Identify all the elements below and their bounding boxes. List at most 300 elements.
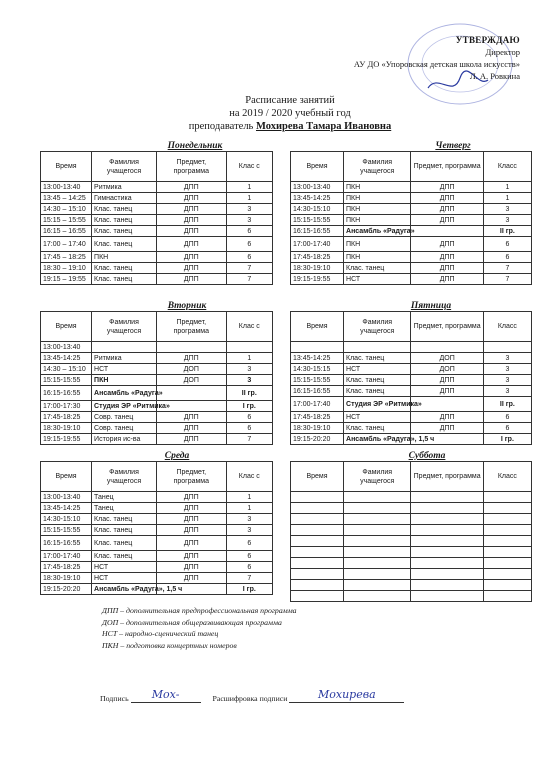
cell-time: 14:30-15:15 [291, 364, 344, 375]
col-class-header: Класс [483, 152, 531, 182]
cell-subject: ДПП [156, 353, 226, 364]
table-row [41, 237, 273, 252]
cell-class: 6 [226, 237, 272, 252]
cell-time: 13:00-13:40 [41, 492, 92, 503]
cell-surname: Студия ЭР «Ритмика» [344, 397, 411, 412]
schedule-table-monday [40, 151, 273, 285]
table-row [41, 525, 273, 536]
cell-subject [411, 226, 483, 237]
table-row [291, 375, 532, 386]
cell-time: 17:00-17:40 [41, 551, 92, 562]
cell-time: 19:15-19:55 [291, 274, 344, 285]
cell-surname: ПКН [344, 237, 411, 252]
cell-class: I гр. [226, 401, 272, 412]
cell-time: 14:30 – 15:10 [41, 364, 92, 375]
cell-class: 1 [226, 353, 272, 364]
cell-class [483, 503, 531, 514]
cell-time [291, 342, 344, 353]
cell-subject [411, 591, 483, 602]
cell-subject: ДПП [411, 182, 483, 193]
cell-subject: ДПП [156, 514, 226, 525]
cell-subject: ДПП [156, 412, 226, 423]
cell-time: 17:45-18:25 [41, 412, 92, 423]
cell-subject: ДПП [156, 423, 226, 434]
cell-surname [344, 536, 411, 547]
cell-class: 3 [483, 215, 531, 226]
cell-surname: История ис-ва [92, 434, 157, 445]
table-row [291, 274, 532, 285]
cell-subject: ДПП [411, 375, 483, 386]
cell-time: 19:15-19:55 [41, 434, 92, 445]
table-row [41, 226, 273, 237]
cell-class [483, 536, 531, 547]
document-title [170, 94, 410, 133]
cell-class [483, 492, 531, 503]
table-row [291, 193, 532, 204]
col-subject-header: Предмет, программа [411, 312, 483, 342]
cell-surname [344, 591, 411, 602]
table-row [41, 562, 273, 573]
cell-class: 6 [226, 423, 272, 434]
cell-class: II гр. [483, 397, 531, 412]
cell-class [483, 558, 531, 569]
title-teacher [170, 120, 410, 133]
col-surname-header: Фамилия учащегося [344, 152, 411, 182]
cell-class: 3 [226, 204, 272, 215]
cell-class [483, 514, 531, 525]
decode-field [289, 688, 404, 703]
cell-subject: ДПП [411, 204, 483, 215]
table-row [291, 423, 532, 434]
cell-surname [344, 503, 411, 514]
col-time-header: Время [291, 152, 344, 182]
cell-class: 3 [483, 204, 531, 215]
table-row [291, 569, 532, 580]
table-row [41, 274, 273, 285]
cell-subject: ДПП [156, 551, 226, 562]
cell-subject: ДПП [156, 492, 226, 503]
cell-surname: ПКН [344, 182, 411, 193]
cell-time [291, 536, 344, 547]
legend-item: ПКН – подготовка концертных номеров [102, 640, 237, 650]
table-row [41, 252, 273, 263]
cell-time: 13:00-13:40 [41, 342, 92, 353]
table-row [291, 547, 532, 558]
table-row [41, 584, 273, 595]
cell-class: 1 [483, 182, 531, 193]
table-row [41, 215, 273, 226]
table-row [41, 204, 273, 215]
cell-subject: ДПП [156, 434, 226, 445]
cell-time: 15:15-15:55 [41, 525, 92, 536]
cell-time [291, 547, 344, 558]
cell-subject [411, 536, 483, 547]
cell-class: 7 [483, 263, 531, 274]
cell-subject [411, 569, 483, 580]
col-subject-header: Предмет, программа [156, 462, 226, 492]
day-heading-wednesday: Среда [164, 451, 190, 461]
table-row [41, 182, 273, 193]
table-row [41, 386, 273, 401]
cell-time: 13:00-13:40 [291, 182, 344, 193]
cell-surname [92, 342, 157, 353]
cell-surname: Клас. танец [92, 237, 157, 252]
cell-subject [411, 342, 483, 353]
cell-time [291, 580, 344, 591]
schedule-table-thursday [290, 151, 532, 285]
cell-time: 13:45-14:25 [291, 353, 344, 364]
cell-subject: ДПП [411, 237, 483, 252]
cell-class: 6 [226, 226, 272, 237]
cell-subject: ДПП [156, 503, 226, 514]
table-row [291, 536, 532, 547]
col-surname-header: Фамилия учащегося [92, 312, 157, 342]
table-row [291, 558, 532, 569]
cell-time [291, 591, 344, 602]
cell-time [291, 514, 344, 525]
cell-class [483, 342, 531, 353]
title-line1: Расписание занятий [245, 95, 335, 106]
table-row [291, 591, 532, 602]
legend-item: ДОП – дополнительная общеразвивающая программа [102, 617, 282, 627]
schedule-table-friday [290, 311, 532, 445]
cell-time: 13:45-14:25 [41, 503, 92, 514]
cell-subject: ДПП [156, 204, 226, 215]
cell-time: 17:45-18:25 [41, 562, 92, 573]
cell-surname: Клас. танец [92, 514, 157, 525]
cell-subject: ДОП [411, 364, 483, 375]
cell-surname: Клас. танец [92, 525, 157, 536]
cell-subject [411, 558, 483, 569]
cell-subject: ДОП [156, 375, 226, 386]
cell-surname: Клас. танец [92, 536, 157, 551]
cell-subject: ДПП [411, 252, 483, 263]
col-class-header: Клас с [226, 152, 272, 182]
cell-surname [344, 580, 411, 591]
table-row [291, 237, 532, 252]
cell-time: 17:00-17:30 [41, 401, 92, 412]
col-subject-header: Предмет, программа [156, 152, 226, 182]
cell-class: 1 [483, 193, 531, 204]
cell-subject: ДПП [156, 274, 226, 285]
cell-time: 19:15-20:20 [291, 434, 344, 445]
cell-subject: ДОП [156, 364, 226, 375]
cell-subject [411, 514, 483, 525]
schedule-table-wednesday [40, 461, 273, 595]
cell-surname: НСТ [92, 562, 157, 573]
cell-time: 19:15 – 19:55 [41, 274, 92, 285]
cell-time: 17:00-17:40 [291, 237, 344, 252]
cell-subject: ДПП [156, 237, 226, 252]
table-row [41, 364, 273, 375]
title-line2: на 2019 / 2020 учебный год [229, 108, 351, 119]
cell-class: 7 [226, 274, 272, 285]
cell-surname: Клас. танец [92, 263, 157, 274]
cell-surname: Клас. танец [92, 551, 157, 562]
cell-time: 16:15-16:55 [291, 226, 344, 237]
day-heading-thursday: Четверг [435, 141, 471, 151]
cell-class: 3 [483, 386, 531, 397]
cell-surname: ПКН [344, 204, 411, 215]
cell-subject: ДПП [411, 274, 483, 285]
table-row [291, 252, 532, 263]
cell-surname: Танец [92, 503, 157, 514]
cell-subject: ДПП [411, 263, 483, 274]
table-row [291, 263, 532, 274]
table-row [291, 215, 532, 226]
cell-time: 13:00-13:40 [41, 182, 92, 193]
cell-surname: Клас. танец [92, 274, 157, 285]
cell-class: 3 [226, 525, 272, 536]
cell-surname: Клас. танец [92, 226, 157, 237]
cell-class: 3 [226, 375, 272, 386]
cell-class: 1 [226, 492, 272, 503]
table-row [41, 573, 273, 584]
cell-surname: НСТ [92, 573, 157, 584]
table-row [291, 386, 532, 397]
cell-time [291, 492, 344, 503]
cell-class: 7 [226, 573, 272, 584]
col-class-header: Клас с [226, 462, 272, 492]
signature-field [131, 688, 201, 703]
cell-subject [411, 503, 483, 514]
cell-surname: ПКН [344, 215, 411, 226]
cell-time: 18:30 – 19:10 [41, 263, 92, 274]
table-row [291, 226, 532, 237]
cell-class: 6 [226, 412, 272, 423]
table-row [291, 182, 532, 193]
cell-time: 17:00 – 17:40 [41, 237, 92, 252]
table-row [41, 514, 273, 525]
cell-surname: Клас. танец [344, 386, 411, 397]
table-row [291, 364, 532, 375]
cell-surname: Ансамбль «Радуга» [92, 386, 157, 401]
cell-subject: ДПП [156, 182, 226, 193]
col-subject-header: Предмет, программа [156, 312, 226, 342]
cell-surname: Студия ЭР «Ритмика» [92, 401, 157, 412]
table-row [41, 342, 273, 353]
cell-subject: ДПП [156, 525, 226, 536]
cell-subject: ДПП [156, 562, 226, 573]
cell-surname: Клас. танец [344, 423, 411, 434]
cell-class: 6 [483, 412, 531, 423]
cell-class [483, 569, 531, 580]
table-row [41, 401, 273, 412]
cell-subject: ДПП [156, 573, 226, 584]
cell-surname [344, 525, 411, 536]
table-row [291, 342, 532, 353]
teacher-label: преподаватель [188, 121, 254, 132]
cell-surname: Клас. танец [344, 375, 411, 386]
cell-surname: Клас. танец [92, 215, 157, 226]
cell-subject [411, 580, 483, 591]
table-row [41, 353, 273, 364]
cell-class: 6 [483, 252, 531, 263]
cell-subject: ДПП [156, 226, 226, 237]
col-class-header: Класс [483, 462, 531, 492]
cell-class: I гр. [226, 584, 272, 595]
table-row [41, 263, 273, 274]
cell-time: 16:15-16:55 [41, 386, 92, 401]
cell-time: 13:45 – 14:25 [41, 193, 92, 204]
handwritten-name: Мохирева [318, 688, 376, 701]
table-row [291, 434, 532, 445]
cell-subject: ДПП [156, 193, 226, 204]
abbreviation-legend [102, 605, 422, 651]
cell-class: 7 [226, 263, 272, 274]
col-time-header: Время [41, 152, 92, 182]
cell-surname: Совр. танец [92, 412, 157, 423]
cell-class: II гр. [226, 386, 272, 401]
col-time-header: Время [291, 312, 344, 342]
cell-class: I гр. [483, 434, 531, 445]
cell-time [291, 558, 344, 569]
cell-time: 14:30-15:10 [41, 514, 92, 525]
cell-time: 16:15 – 16:55 [41, 226, 92, 237]
cell-time: 13:45-14:25 [41, 353, 92, 364]
handwritten-signature: Мох- [151, 688, 180, 701]
cell-class [483, 525, 531, 536]
cell-subject: ДПП [411, 215, 483, 226]
table-row [291, 514, 532, 525]
table-row [291, 353, 532, 364]
cell-surname [344, 547, 411, 558]
cell-class: 7 [483, 274, 531, 285]
cell-subject: ДПП [411, 386, 483, 397]
table-row [291, 503, 532, 514]
cell-surname [344, 514, 411, 525]
cell-time [291, 569, 344, 580]
cell-class: 3 [226, 215, 272, 226]
cell-subject: ДПП [411, 412, 483, 423]
cell-class: 6 [483, 237, 531, 252]
schedule-table-tuesday [40, 311, 273, 445]
legend-item: НСТ – народно-сценический танец [102, 629, 219, 638]
approval-org: АУ ДО «Упоровская детская школа искусств» [353, 59, 520, 69]
col-surname-header: Фамилия учащегося [92, 152, 157, 182]
cell-surname: НСТ [344, 412, 411, 423]
signature-line [100, 688, 460, 703]
cell-subject [411, 492, 483, 503]
cell-class: 6 [226, 551, 272, 562]
cell-time: 15:15-15:55 [291, 215, 344, 226]
cell-time [291, 503, 344, 514]
cell-surname: ПКН [92, 252, 157, 263]
day-heading-tuesday: Вторник [167, 301, 207, 311]
cell-subject: ДПП [156, 263, 226, 274]
cell-class: 7 [226, 434, 272, 445]
approval-block [330, 34, 520, 82]
cell-time: 17:45-18:25 [291, 252, 344, 263]
cell-surname: Клас. танец [92, 204, 157, 215]
table-row [41, 551, 273, 562]
table-row [41, 434, 273, 445]
cell-class: 1 [226, 182, 272, 193]
col-surname-header: Фамилия учащегося [344, 462, 411, 492]
table-row [41, 536, 273, 551]
day-heading-saturday: Суббота [408, 451, 446, 461]
cell-class: 3 [483, 364, 531, 375]
col-class-header: Класс [483, 312, 531, 342]
cell-time: 15:15-15:55 [41, 375, 92, 386]
teacher-name: Мохирева Тамара Ивановна [255, 121, 392, 132]
cell-surname: Ритмика [92, 353, 157, 364]
cell-class: 1 [226, 503, 272, 514]
table-row [291, 397, 532, 412]
approval-name: Л. А. Ровкина [469, 71, 520, 81]
cell-class [226, 342, 272, 353]
cell-class: 3 [226, 514, 272, 525]
cell-class: 3 [226, 364, 272, 375]
cell-class [483, 591, 531, 602]
cell-surname: НСТ [344, 364, 411, 375]
schedule-table-saturday [290, 461, 532, 602]
cell-class: 6 [226, 536, 272, 551]
cell-surname: Танец [92, 492, 157, 503]
col-time-header: Время [291, 462, 344, 492]
cell-time: 17:00-17:40 [291, 397, 344, 412]
cell-subject [411, 525, 483, 536]
cell-subject [411, 547, 483, 558]
cell-subject: ДПП [156, 536, 226, 551]
table-row [41, 412, 273, 423]
cell-surname: ПКН [344, 252, 411, 263]
cell-surname [344, 342, 411, 353]
col-surname-header: Фамилия учащегося [344, 312, 411, 342]
col-time-header: Время [41, 312, 92, 342]
cell-time: 17:45 – 18:25 [41, 252, 92, 263]
cell-subject: ДПП [156, 215, 226, 226]
cell-surname: Ансамбль «Радуга», 1,5 ч [344, 434, 411, 445]
table-row [291, 204, 532, 215]
cell-surname: Ансамбль «Радуга», 1,5 ч [92, 584, 157, 595]
cell-surname: Клас. танец [344, 353, 411, 364]
cell-subject [156, 386, 226, 401]
cell-time: 15:15 – 15:55 [41, 215, 92, 226]
cell-class: 6 [483, 423, 531, 434]
col-time-header: Время [41, 462, 92, 492]
cell-subject [156, 342, 226, 353]
cell-class: 1 [226, 193, 272, 204]
cell-class: II гр. [483, 226, 531, 237]
col-surname-header: Фамилия учащегося [92, 462, 157, 492]
cell-time: 17:45-18:25 [291, 412, 344, 423]
cell-time: 14:30-15:10 [291, 204, 344, 215]
cell-time: 18:30-19:10 [291, 263, 344, 274]
cell-subject: ДОП [411, 353, 483, 364]
cell-time: 18:30-19:10 [41, 423, 92, 434]
signature-label: Подпись [100, 694, 129, 703]
decode-label: Расшифровка подписи [212, 694, 288, 703]
cell-surname: ПКН [344, 193, 411, 204]
col-class-header: Клас с [226, 312, 272, 342]
col-subject-header: Предмет, программа [411, 152, 483, 182]
cell-time: 13:45-14:25 [291, 193, 344, 204]
cell-class: 6 [226, 252, 272, 263]
table-row [291, 580, 532, 591]
cell-time: 14:30 – 15:10 [41, 204, 92, 215]
cell-subject: ДПП [411, 423, 483, 434]
col-subject-header: Предмет, программа [411, 462, 483, 492]
cell-subject: ДПП [156, 252, 226, 263]
cell-class [483, 547, 531, 558]
cell-surname: Совр. танец [92, 423, 157, 434]
cell-class: 3 [483, 353, 531, 364]
cell-time: 16:15-16:55 [41, 536, 92, 551]
cell-time: 18:30-19:10 [41, 573, 92, 584]
cell-surname [344, 569, 411, 580]
table-row [291, 492, 532, 503]
